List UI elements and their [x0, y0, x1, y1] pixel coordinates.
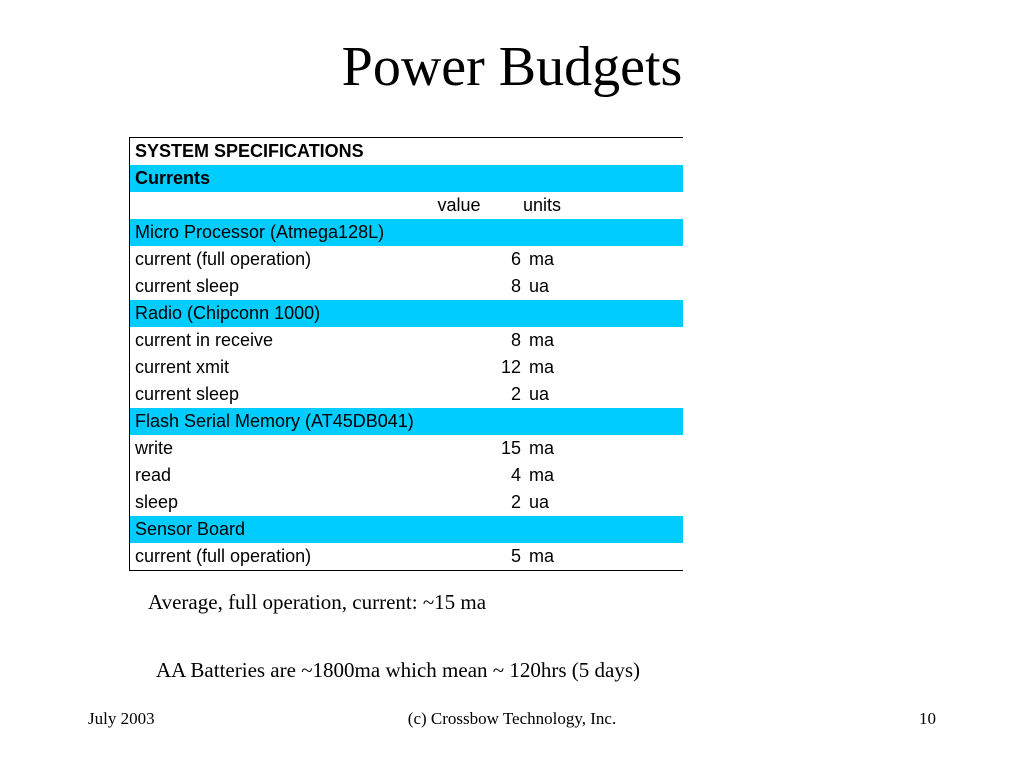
column-header-units: units — [522, 195, 562, 215]
table-row — [130, 543, 683, 570]
column-header-row — [130, 192, 683, 219]
row-value: 2 — [510, 492, 521, 512]
table-row — [130, 435, 683, 462]
page-title: Power Budgets — [341, 36, 683, 98]
row-unit: ma — [529, 249, 555, 269]
row-value: 8 — [510, 330, 521, 350]
row-unit: ua — [529, 276, 550, 296]
table-row — [130, 246, 683, 273]
row-label: current (full operation) — [135, 546, 312, 566]
footer-date: July 2003 — [88, 709, 155, 728]
group-row-sensor-board — [130, 516, 683, 543]
average-current-note: Average, full operation, current: ~15 ma — [148, 590, 487, 614]
row-label: current sleep — [135, 276, 240, 296]
row-value: 2 — [510, 384, 521, 404]
row-value: 6 — [510, 249, 521, 269]
footer-copyright: (c) Crossbow Technology, Inc. — [407, 709, 617, 728]
row-label: current (full operation) — [135, 249, 312, 269]
row-label: read — [135, 465, 172, 485]
row-value: 12 — [500, 357, 521, 377]
group-row-flash-memory — [130, 408, 683, 435]
system-specifications-table — [129, 137, 683, 571]
row-unit: ma — [529, 465, 555, 485]
table-header: SYSTEM SPECIFICATIONS — [135, 141, 364, 161]
row-unit: ma — [529, 546, 555, 566]
row-unit: ua — [529, 384, 550, 404]
section-row — [130, 165, 683, 192]
group-title: Micro Processor (Atmega128L) — [135, 222, 385, 242]
row-value: 15 — [500, 438, 521, 458]
group-row-radio — [130, 300, 683, 327]
row-label: write — [135, 438, 174, 458]
row-label: current sleep — [135, 384, 240, 404]
group-title: Radio (Chipconn 1000) — [135, 303, 321, 323]
slide-number: 10 — [919, 709, 936, 728]
row-unit: ua — [529, 492, 550, 512]
table-row — [130, 462, 683, 489]
table-row — [130, 381, 683, 408]
table-row — [130, 489, 683, 516]
group-row-micro-processor — [130, 219, 683, 246]
row-unit: ma — [529, 438, 555, 458]
group-title: Flash Serial Memory (AT45DB041) — [135, 411, 414, 431]
column-header-value: value — [437, 195, 481, 215]
row-value: 8 — [510, 276, 521, 296]
table-header-row — [130, 138, 683, 165]
row-label: sleep — [135, 492, 179, 512]
group-title: Sensor Board — [135, 519, 246, 539]
row-unit: ma — [529, 330, 555, 350]
table-row — [130, 273, 683, 300]
row-label: current in receive — [135, 330, 274, 350]
battery-life-note: AA Batteries are ~1800ma which mean ~ 120hrs (5 days) — [156, 658, 641, 682]
row-value: 5 — [510, 546, 521, 566]
table-row — [130, 354, 683, 381]
row-label: current xmit — [135, 357, 230, 377]
row-unit: ma — [529, 357, 555, 377]
row-value: 4 — [510, 465, 521, 485]
section-title: Currents — [135, 168, 211, 188]
table-row — [130, 327, 683, 354]
